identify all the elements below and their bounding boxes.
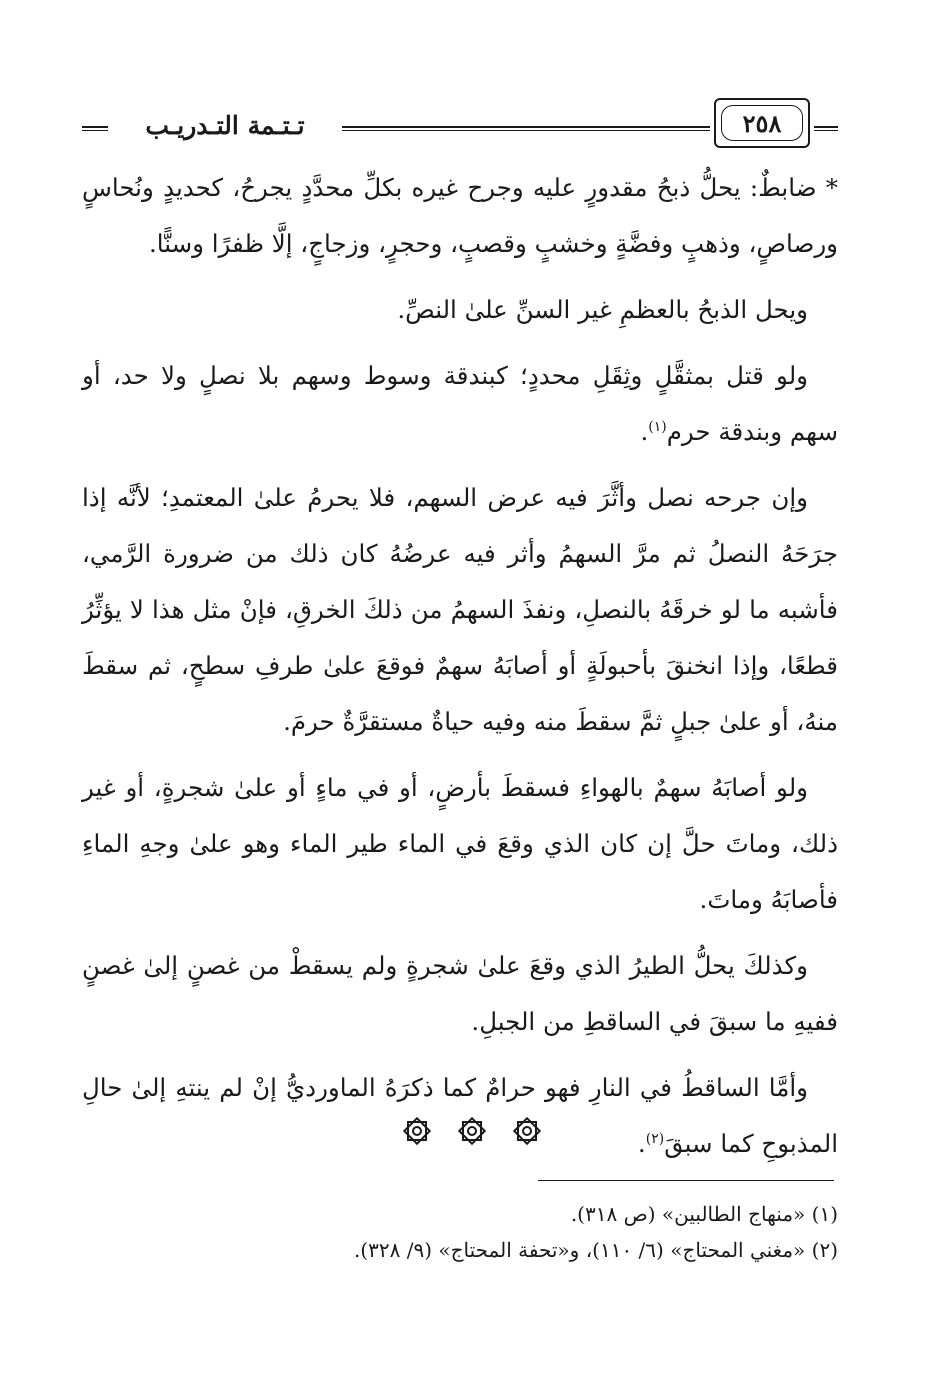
page-number-frame (714, 98, 810, 148)
octagram-ornament-icon (455, 1114, 489, 1148)
footnote-reference: (٢) (645, 1130, 665, 1147)
header-rule-left (82, 126, 108, 131)
page-number: ٢٥٨ (721, 105, 803, 141)
section-separator (400, 1114, 544, 1148)
paragraph-text: وأمَّا الساقطُ في النارِ فهو حرامٌ كما ذكرَهُ الماورديُّ إنْ لم ينتهِ إلىٰ حالِ المذبوحِ كما سبقَ (82, 1073, 838, 1158)
sentence-end: . (637, 1129, 646, 1158)
paragraph: وإن جرحه نصل وأثَّرَ فيه عرض السهم، فلا يحرمُ علىٰ المعتمدِ؛ لأنَّه إذا جرَحَهُ النصلُ ثم مرَّ السهمُ وأثر فيه عرضُهُ كان ذلك من ضرورة الرَّمي، فأشبه ما لو خرقَهُ بالنصلِ، ونفذَ السهمُ من ذلكَ الخرقِ، فإنْ مثل هذا لا يؤثِّرُ قطعًا، وإذا انخنقَ بأحبولَةٍ أو أصابَهُ سهمٌ فوقعَ علىٰ طرفِ سطحٍ، ثم سقطَ منهُ، أو علىٰ جبلٍ ثمَّ سقطَ منه وفيه حياةٌ مستقرَّةٌ حرمَ. (82, 483, 838, 736)
main-text (82, 160, 838, 1182)
footnote: (٢) «مغني المحتاج» (٦/ ١١٠)، و«تحفة المحتاج» (٩/ ٣٢٨). (353, 1238, 838, 1262)
paragraph: ويحل الذبحُ بالعظمِ غير السنِّ علىٰ النصِّ. (397, 295, 808, 324)
footnote-divider (538, 1180, 834, 1181)
octagram-ornament-icon (510, 1114, 544, 1148)
header-rule-right (814, 126, 838, 131)
octagram-ornament-icon (400, 1114, 434, 1148)
paragraph (82, 348, 838, 460)
sentence-end: . (640, 417, 649, 446)
paragraph: وكذلكَ يحلُّ الطيرُ الذي وقعَ علىٰ شجرةٍ ولم يسقطْ من غصنٍ إلىٰ غصنٍ ففيهِ ما سبقَ في الساقطِ من الجبلِ. (82, 951, 838, 1036)
footnote: (١) «منهاج الطالبين» (ص ٣١٨). (570, 1202, 838, 1226)
paragraph: * ضابطٌ: يحلُّ ذبحُ مقدورٍ عليه وجرح غيره بكلِّ محدَّدٍ يجرحُ، كحديدٍ ونُحاسٍ ورصاصٍ، وذهبٍ وفضَّةٍ وخشبٍ وقصبٍ، وحجرٍ، وزجاجٍ، إلَّا ظفرًا وسنًّا. (82, 173, 838, 258)
footnotes (82, 1196, 838, 1268)
header-rule-middle (342, 126, 710, 131)
paragraph: ولو أصابَهُ سهمٌ بالهواءِ فسقطَ بأرضٍ، أو في ماءٍ أو علىٰ شجرةٍ، أو غير ذلك، وماتَ حلَّ إن كان الذي وقعَ في الماء طير الماء وهو علىٰ وجهِ الماءِ فأصابَهُ وماتَ. (82, 773, 838, 914)
footnote-reference: (١) (648, 418, 667, 435)
paragraph-text: ولو قتل بمثقَّلٍ وثِقَلِ محددٍ؛ كبندقة وسوط وسهم بلا نصلٍ ولا حد، أو سهم وبندقة حرم (82, 361, 838, 446)
running-title: تـتـمة التـدريـب (145, 111, 305, 140)
page-header (80, 92, 840, 160)
